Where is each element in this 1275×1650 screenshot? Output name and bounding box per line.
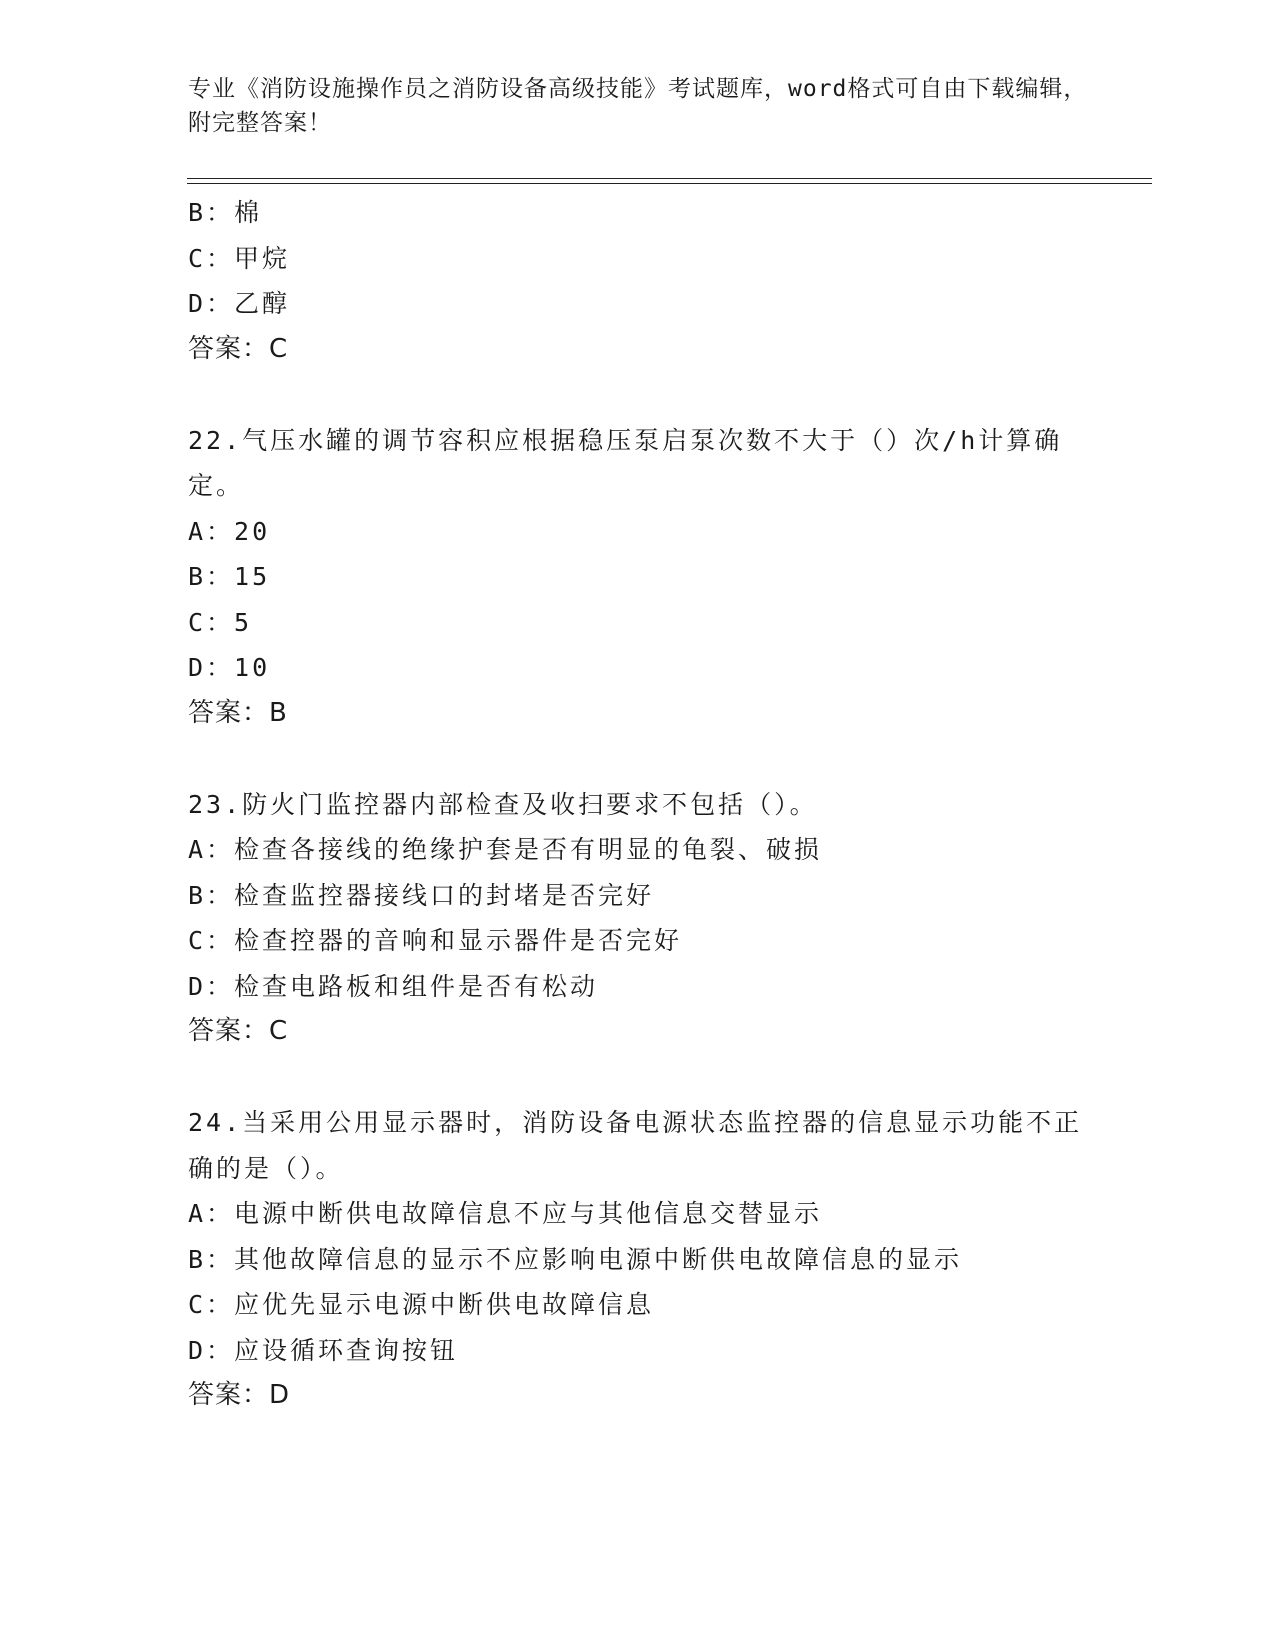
option-a: A：电源中断供电故障信息不应与其他信息交替显示 <box>188 1199 823 1228</box>
question-block-23 <box>188 782 1088 1055</box>
question-text: 22.气压水罐的调节容积应根据稳压泵启泵次数不大于（）次/h计算确定。 <box>188 425 1063 500</box>
header-rule-bottom <box>187 183 1152 184</box>
option-b: B：棉 <box>188 198 263 227</box>
option-c: C：应优先显示电源中断供电故障信息 <box>188 1290 655 1319</box>
option-b: B：其他故障信息的显示不应影响电源中断供电故障信息的显示 <box>188 1244 963 1274</box>
question-block-22 <box>188 418 1088 737</box>
option-d: D：乙醇 <box>188 289 291 318</box>
header-rule-top <box>187 178 1152 179</box>
answer-line: 答案：D <box>188 1380 291 1410</box>
spacer <box>188 736 1088 782</box>
option-d: D：应设循环查询按钮 <box>188 1335 459 1365</box>
option-b: B：15 <box>188 562 271 591</box>
question-text: 24.当采用公用显示器时，消防设备电源状态监控器的信息显示功能不正确的是（）。 <box>188 1108 1083 1183</box>
question-text: 23.防火门监控器内部检查及收扫要求不包括（）。 <box>188 789 818 819</box>
question-block-21 <box>188 190 1088 372</box>
option-a: A：检查各接线的绝缘护套是否有明显的龟裂、破损 <box>188 835 823 864</box>
answer-line: 答案：C <box>188 1016 289 1046</box>
answer-line: 答案：B <box>188 697 288 728</box>
option-d: D：10 <box>188 653 271 682</box>
question-block-24 <box>188 1100 1088 1419</box>
option-c: C：5 <box>188 607 253 637</box>
option-c: C：甲烷 <box>188 243 291 273</box>
page-header: 专业《消防设施操作员之消防设备高级技能》考试题库，word格式可自由下载编辑，附完整答案！ <box>188 76 1088 136</box>
spacer <box>188 372 1088 418</box>
option-c: C：检查控器的音响和显示器件是否完好 <box>188 926 683 955</box>
option-b: B：检查监控器接线口的封堵是否完好 <box>188 880 655 910</box>
option-a: A：20 <box>188 516 271 546</box>
answer-line: 答案：C <box>188 333 289 364</box>
question-list <box>188 190 1088 1419</box>
spacer <box>188 1055 1088 1101</box>
option-d: D：检查电路板和组件是否有松动 <box>188 971 599 1001</box>
